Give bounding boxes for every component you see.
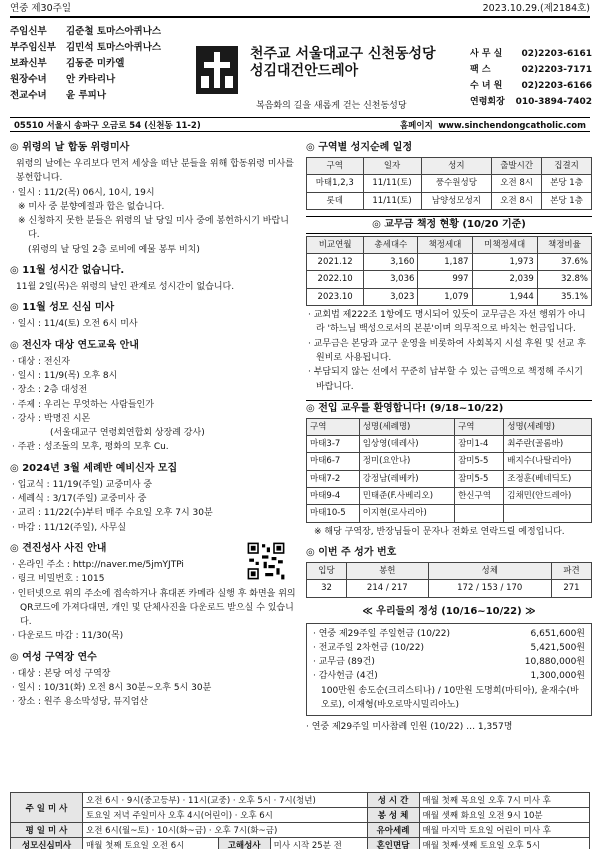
confirmation-photo-section: ◎ 견진성사 사진 안내 · 온라인 주소 : http://naver.me/5jmYJTPi · 링크 비밀번호 : 1015 · 인터넷으로 위의 주소에 접속하거나 휴대폰 카메라 실행 후 화면을 위의 QR코드에 가져다대면, 개인 및 단체사진을 다운로드 받으실 수 있습니다. · 다운로드 마감 : 11/30(목): [10, 542, 296, 642]
district-leader-section: ◎ 여성 구역장 연수 · 대상 : 본당 여성 구역장 · 일시 : 10/31(화) 오전 8시 30분~오후 5시 30분 · 장소 : 원주 용소막성당, 뮤지엄산: [10, 651, 212, 708]
table-row: 2021.12 3,160 1,187 1,973 37.6%: [307, 254, 592, 271]
slogan: 복음화의 길을 새롭게 걷는 신천동성당: [256, 101, 407, 111]
memorial-mass-section: ◎ 위령의 날 합동 위령미사 위령의 날에는 우리보다 먼저 세상을 떠난 분들을 위해 합동위령 미사를 봉헌합니다. · 일시 : 11/2(목) 06시, 10시, 19시 ※ 미사 중 분향예절과 합은 없습니다. ※ 신청하지 못한 분들은 위령의 날 당일 미사 중에 봉헌하시기 바랍니다. (위령의 날 당일 2층 로비에 예물 봉투 비치): [10, 142, 294, 255]
table-row: 성모신심미사 매월 첫째 토요일 오전 6시 고해성사 미사 시작 25분 전 혼인면담 매월 첫째·셋째 토요일 오후 5시: [11, 838, 590, 849]
clergy-list: [10, 24, 200, 104]
offering-section: ≪ 우리들의 정성 (10/16~10/22) ≫ · 연중 제29주일 주일헌금 (10/22) 6,651,600원 · 전교주일 2차헌금 (10/22) 5,421,500원 · 교무금 (89건) 10,880,000원 · 감사헌금 (4건) 1,300,000원 100만원 송도순(크리스티나) / 10만원 도명희(마티아), 윤재수(바오로), 이재형(바오로막시밀리아노) · 연중 제29주일 미사참례 인원 (10/22) … 1,357명: [306, 604, 592, 735]
table-row: 평 일 미 사 오전 6시(월~토) · 10시(화~금) · 오후 7시(화~금) 유아세례 매월 마지막 토요일 어린이 미사 후: [11, 823, 590, 838]
hymn-section: ◎ 이번 주 성가 번호 입당 봉헌 성체 파견 32 214 / 217 172 / 153 / 170 271: [306, 545, 592, 598]
dues-table: [306, 236, 592, 306]
top-bar: [10, 0, 590, 18]
clergy-row: 전교수녀 윤 루피나: [10, 90, 107, 101]
clergy-row: 원장수녀 안 카타리나: [10, 74, 116, 85]
dues-section: ◎ 교무금 책정 현황 (10/20 기준) 비교연월 총세대수 책정세대 미책정세대 책정비율 2021.12 3,160 1,187 1,973 37.6% 2022.10 3,036 997 2,039 32.8% 2023.10 3,023 1,079 1,944 35.1% · 교회법 제222조 1항에도 명시되어 있듯이 교무금은 자선 행위가 아니라 '하느님 백성으로서의 본분'이며 의무적으로 바치는 헌금입니다. · 교무금은 본당과 교구 운영을 비롯하여 사회복지 시설 후원 및 선교 후원비로 사용됩니다. · 부담되지 않는 선에서 꾸준히 납부할 수 있는 금액으로 책정해 주시기 바랍니다.: [306, 216, 592, 394]
table-header: 구역 성명(세례명) 구역 성명(세례명): [307, 418, 592, 435]
table-header: 입당 봉헌 성체 파견: [307, 562, 592, 579]
table-row: 마태10-5 이지현(로사리아): [307, 505, 592, 522]
yeondo-education-section: ◎ 전신자 대상 연도교육 안내 · 대상 : 전신자 · 일시 : 11/9(목) 오후 8시 · 장소 : 2층 대성전 · 주제 : 우리는 무엇하는 사람들인가 · 강사 : 박명진 시몬 (서울대교구 연령회연합회 상장례 강사) · 주관 : 성조돌의 모후, 평화의 모후 Cu.: [10, 339, 205, 453]
offering-item: · 교무금 (89건) 10,880,000원: [313, 657, 585, 668]
issue-date: 2023.10.29.(제2184호): [482, 3, 590, 14]
clergy-row: 부주임신부 김민석 토마스아퀴나스: [10, 42, 162, 53]
homepage-link[interactable]: www.sinchendongcatholic.com: [438, 120, 586, 131]
welcome-table: [306, 418, 592, 523]
hymn-table: [306, 562, 592, 598]
table-row: 마태6-7 정미(요안나) 잠미5-5 배지수(나탈리아): [307, 453, 592, 470]
right-column: [306, 140, 592, 741]
address-bar: 05510 서울시 송파구 오금로 54 (신천동 11-2) 홈페이지 www.sinchendongcatholic.com: [10, 117, 590, 132]
holy-hour-section: ◎ 11월 성시간 없습니다. 11월 2일(목)은 위령의 날인 관계로 성시간이 없습니다.: [10, 265, 235, 293]
parish-title: 천주교 서울대교구 신천동성당 성김대건안드레아: [250, 46, 436, 79]
pilgrimage-table: [306, 157, 592, 210]
offering-item: · 연중 제29주일 주일헌금 (10/22) 6,651,600원: [313, 628, 585, 639]
mass-schedule: [10, 792, 590, 849]
marian-mass-section: ◎ 11월 성모 신심 미사 · 일시 : 11/4(토) 오전 6시 미사: [10, 302, 138, 330]
address: 05510 서울시 송파구 오금로 54 (신천동 11-2): [14, 120, 201, 131]
welcome-section: ◎ 전입 교우를 환영합니다! (9/18~10/22) 구역 성명(세례명) 구역 성명(세례명) 마태3-7 임상영(데레사) 잠미1-4 최주란(골롬바) 마태6-7 정미(요안나) 잠미5-5 배지수(나탈리아) 마태7-2 강정남(레베카) 잠미5-5 조정훈(베네딕도) 마태9-4 민태준(F.사베리오) 한신구역 김채민(안드레아) 마태10-5 이지현(로사리아) ※ 해당 구역장, 반장님들이 문자나 전화로 연락드릴 예정입니다.: [306, 400, 592, 539]
table-row: 마태3-7 임상영(데레사) 잠미1-4 최주란(골롬바): [307, 436, 592, 453]
church-logo-icon: [196, 46, 238, 94]
contact-info: 사 무 실 02)2203-6161 팩 스 02)2203-7171 수 녀 원 02)2203-6166 연령회장 010-3894-7402: [470, 49, 592, 107]
table-row: 마태7-2 강정남(레베카) 잠미5-5 조정훈(베네딕도): [307, 470, 592, 487]
table-row: 마태9-4 민태준(F.사베리오) 한신구역 김채민(안드레아): [307, 488, 592, 505]
left-column: [10, 140, 300, 716]
table-row: 주 일 미 사 오전 6시 · 9시(중고등부) · 11시(교중) · 오후 5시 · 7시(청년) 성 시 간 매월 첫째 목요일 오후 7시 미사 후: [11, 793, 590, 808]
table-row: 32 214 / 217 172 / 153 / 170 271: [307, 580, 592, 597]
offering-item: · 전교주일 2차헌금 (10/22) 5,421,500원: [313, 642, 585, 653]
table-row: 2023.10 3,023 1,079 1,944 35.1%: [307, 288, 592, 305]
table-row: 토요일 저녁 주일미사 오후 4시(어린이) · 오후 6시 봉 성 체 매월 셋째 화요일 오전 9시 10분: [11, 808, 590, 823]
clergy-row: 보좌신부 김동준 미카엘: [10, 58, 125, 69]
clergy-row: 주임신부 김준철 토마스아퀴나스: [10, 26, 162, 37]
table-row: 마태1,2,3 11/11(토) 풍수원성당 오전 8시 본당 1층: [307, 175, 592, 192]
liturgical-week: 연중 제30주일: [10, 3, 71, 14]
qr-code-icon[interactable]: [246, 541, 286, 581]
table-row: 롯데 11/11(토) 남양성모성지 오전 8시 본당 1층: [307, 192, 592, 209]
catechumen-section: ◎ 2024년 3월 세례반 예비신자 모집 · 입교식 : 11/19(주일) 교중미사 중 · 세례식 : 3/17(주일) 교중미사 중 · 교리 : 11/22(수)부터 매주 수요일 오후 7시 30분 · 마감 : 11/12(주일), 사무실: [10, 462, 213, 533]
offering-item: · 감사헌금 (4건) 1,300,000원: [313, 671, 585, 682]
table-row: 2022.10 3,036 997 2,039 32.8%: [307, 271, 592, 288]
pilgrimage-section: ◎ 구역별 성지순례 일정 구역 일자 성지 출발시간 집결지 마태1,2,3 11/11(토) 풍수원성당 오전 8시 본당 1층 롯데 11/11(토) 남양성모성지 오전 8시 본당 1층: [306, 140, 592, 210]
offering-box: · 연중 제29주일 주일헌금 (10/22) 6,651,600원 · 전교주일 2차헌금 (10/22) 5,421,500원 · 교무금 (89건) 10,880,000원 · 감사헌금 (4건) 1,300,000원 100만원 송도순(크리스티나) / 10만원 도명희(마티아), 윤재수(바오로), 이재형(바오로막시밀리아노): [306, 623, 592, 717]
schedule-table: [10, 792, 590, 849]
table-header: 구역 일자 성지 출발시간 집결지: [307, 158, 592, 175]
table-header: 비교연월 총세대수 책정세대 미책정세대 책정비율: [307, 236, 592, 253]
